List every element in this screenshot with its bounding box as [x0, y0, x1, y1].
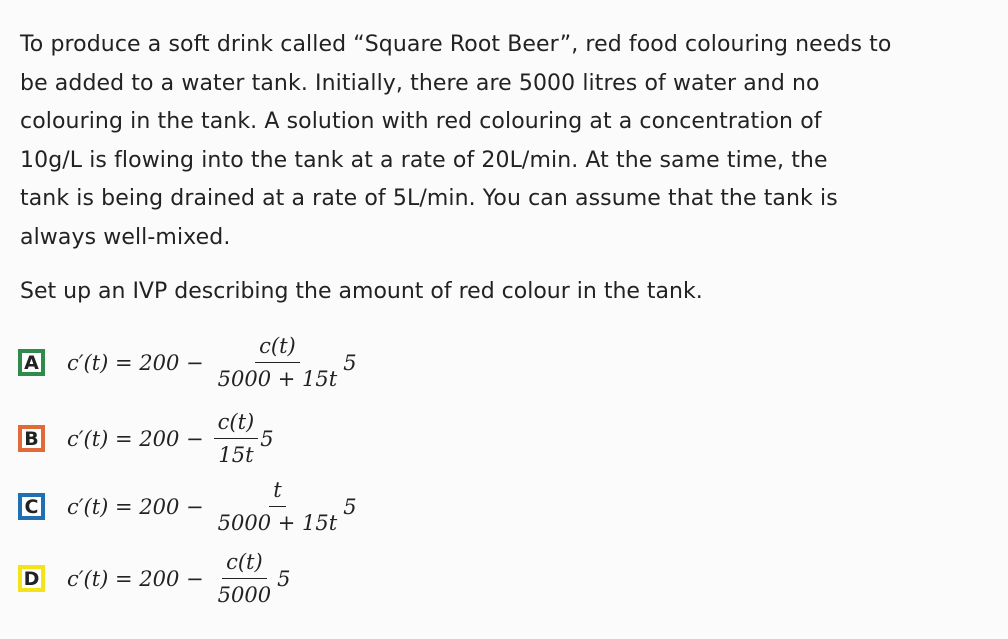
equation-lhs: c′(t) = 200 − — [67, 566, 204, 591]
choice-d-badge — [18, 565, 45, 592]
equation-tail: 5 — [343, 350, 357, 375]
fraction-numerator: t — [269, 476, 285, 507]
choice-b-equation — [67, 408, 274, 469]
choice-a[interactable] — [18, 332, 357, 393]
equation-lhs: c′(t) = 200 − — [67, 350, 204, 375]
fraction-denominator: 5000 + 15t — [217, 511, 338, 535]
problem-line: be added to a water tank. Initially, there are 5000 litres of water and no — [20, 70, 820, 96]
choice-letter: B — [24, 427, 39, 450]
question-text: Set up an IVP describing the amount of red colour in the tank. — [20, 279, 703, 304]
fraction-numerator: c(t) — [214, 408, 259, 439]
problem-line: colouring in the tank. A solution with red colouring at a concentration of — [20, 109, 822, 134]
fraction — [214, 408, 259, 469]
fraction-denominator: 5000 — [217, 583, 272, 607]
choice-b-badge — [18, 425, 45, 452]
equation-tail: 5 — [260, 426, 274, 451]
choice-b[interactable] — [18, 408, 274, 469]
fraction-denominator: 5000 + 15t — [217, 367, 338, 391]
problem-statement — [20, 26, 980, 257]
choice-c[interactable] — [18, 476, 357, 537]
problem-line: tank is being drained at a rate of 5L/min. You can assume that the tank is — [20, 186, 838, 211]
choice-letter: D — [23, 567, 40, 590]
fraction — [214, 332, 342, 393]
choice-c-equation — [67, 476, 357, 537]
equation-tail: 5 — [277, 566, 291, 591]
problem-line: always well-mixed. — [20, 224, 231, 250]
fraction-numerator: c(t) — [255, 332, 300, 363]
problem-line: To produce a soft drink called “Square Root Beer”, red food colouring needs to — [20, 32, 892, 57]
fraction-denominator: 15t — [218, 443, 254, 467]
choice-c-badge — [18, 493, 45, 520]
equation-lhs: c′(t) = 200 − — [67, 426, 204, 451]
equation-lhs: c′(t) = 200 − — [67, 494, 204, 519]
choice-d-equation — [67, 548, 290, 609]
choice-letter: A — [24, 351, 39, 374]
equation-tail: 5 — [343, 494, 357, 519]
choice-letter: C — [24, 495, 39, 518]
fraction-numerator: c(t) — [222, 548, 267, 579]
choice-a-badge — [18, 349, 45, 376]
choice-a-equation — [67, 332, 357, 393]
problem-line: 10g/L is flowing into the tank at a rate of 20L/min. At the same time, the — [20, 147, 828, 173]
fraction — [214, 548, 275, 609]
fraction — [214, 476, 342, 537]
choice-d[interactable] — [18, 548, 290, 609]
